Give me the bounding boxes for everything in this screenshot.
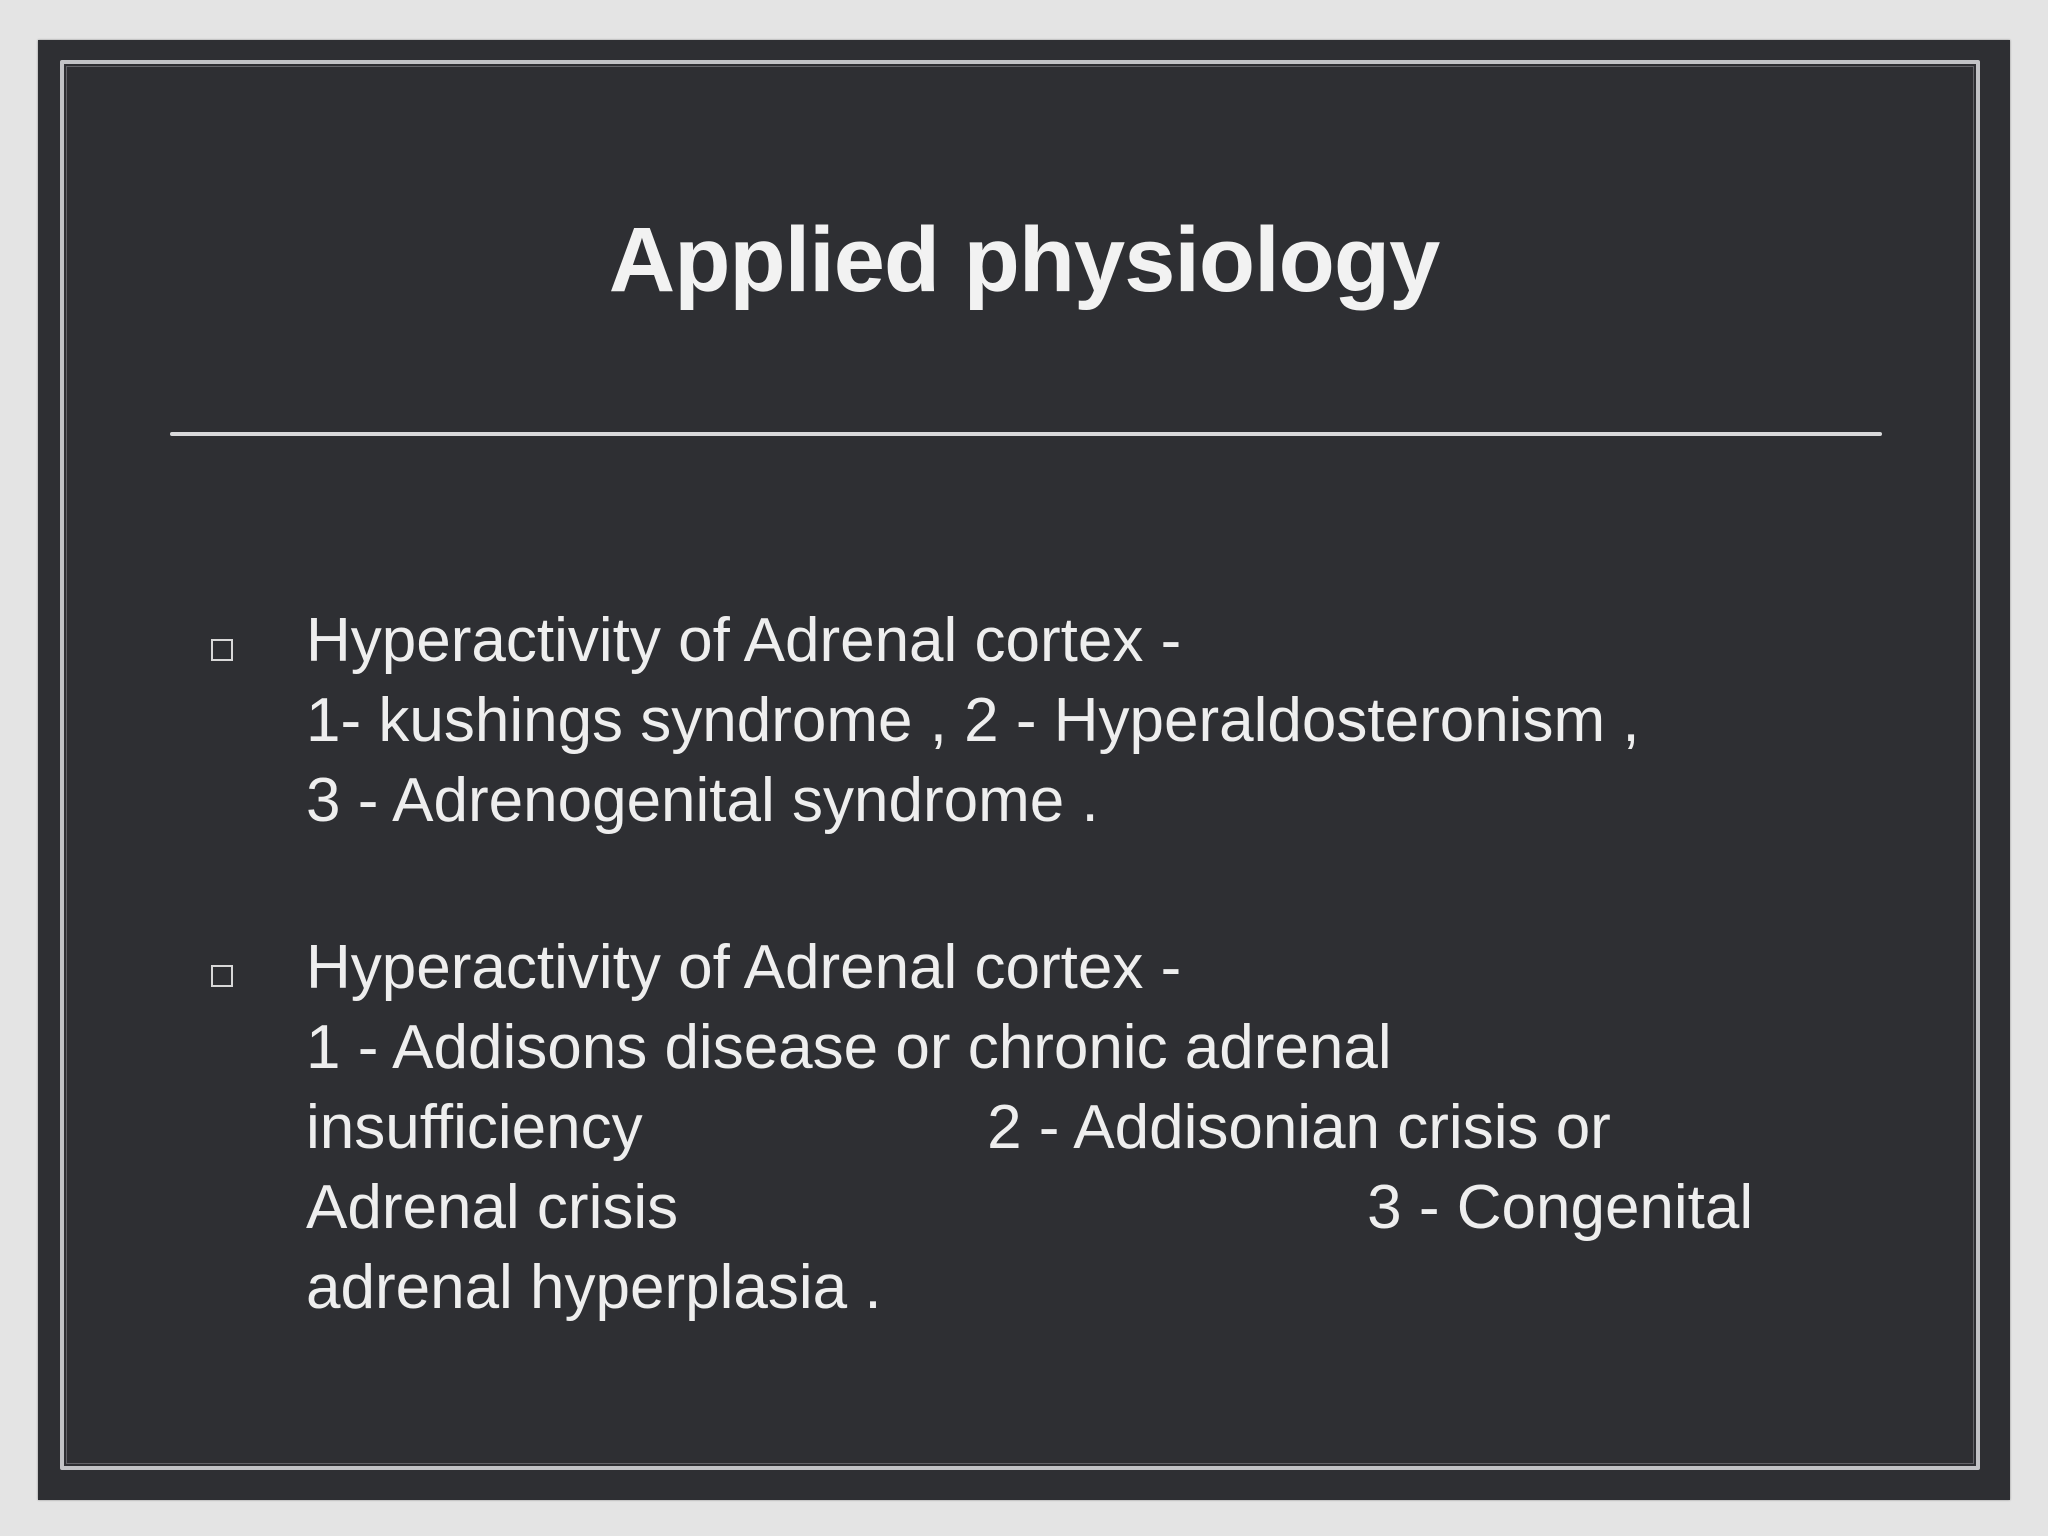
- bullet-line: Adrenal crisis 3 - Congenital: [306, 1173, 1754, 1242]
- bullet-line: 1- kushings syndrome , 2 - Hyperaldosteronism ,: [306, 686, 1640, 755]
- bullet-item: [306, 601, 1866, 841]
- bullet-box-icon: [211, 639, 233, 661]
- bullet-line: 3 - Adrenogenital syndrome .: [306, 766, 1099, 835]
- bullet-line: 1 - Addisons disease or chronic adrenal: [306, 1013, 1392, 1082]
- bullet-item: [306, 928, 1866, 1328]
- bullet-line: Hyperactivity of Adrenal cortex -: [306, 606, 1182, 675]
- slide-title: Applied physiology: [608, 209, 1440, 311]
- bullet-line: adrenal hyperplasia .: [306, 1253, 882, 1322]
- bullet-line: insufficiency 2 - Addisonian crisis or: [306, 1093, 1611, 1162]
- bullet-line: Hyperactivity of Adrenal cortex -: [306, 933, 1182, 1002]
- bullet-box-icon: [211, 965, 233, 987]
